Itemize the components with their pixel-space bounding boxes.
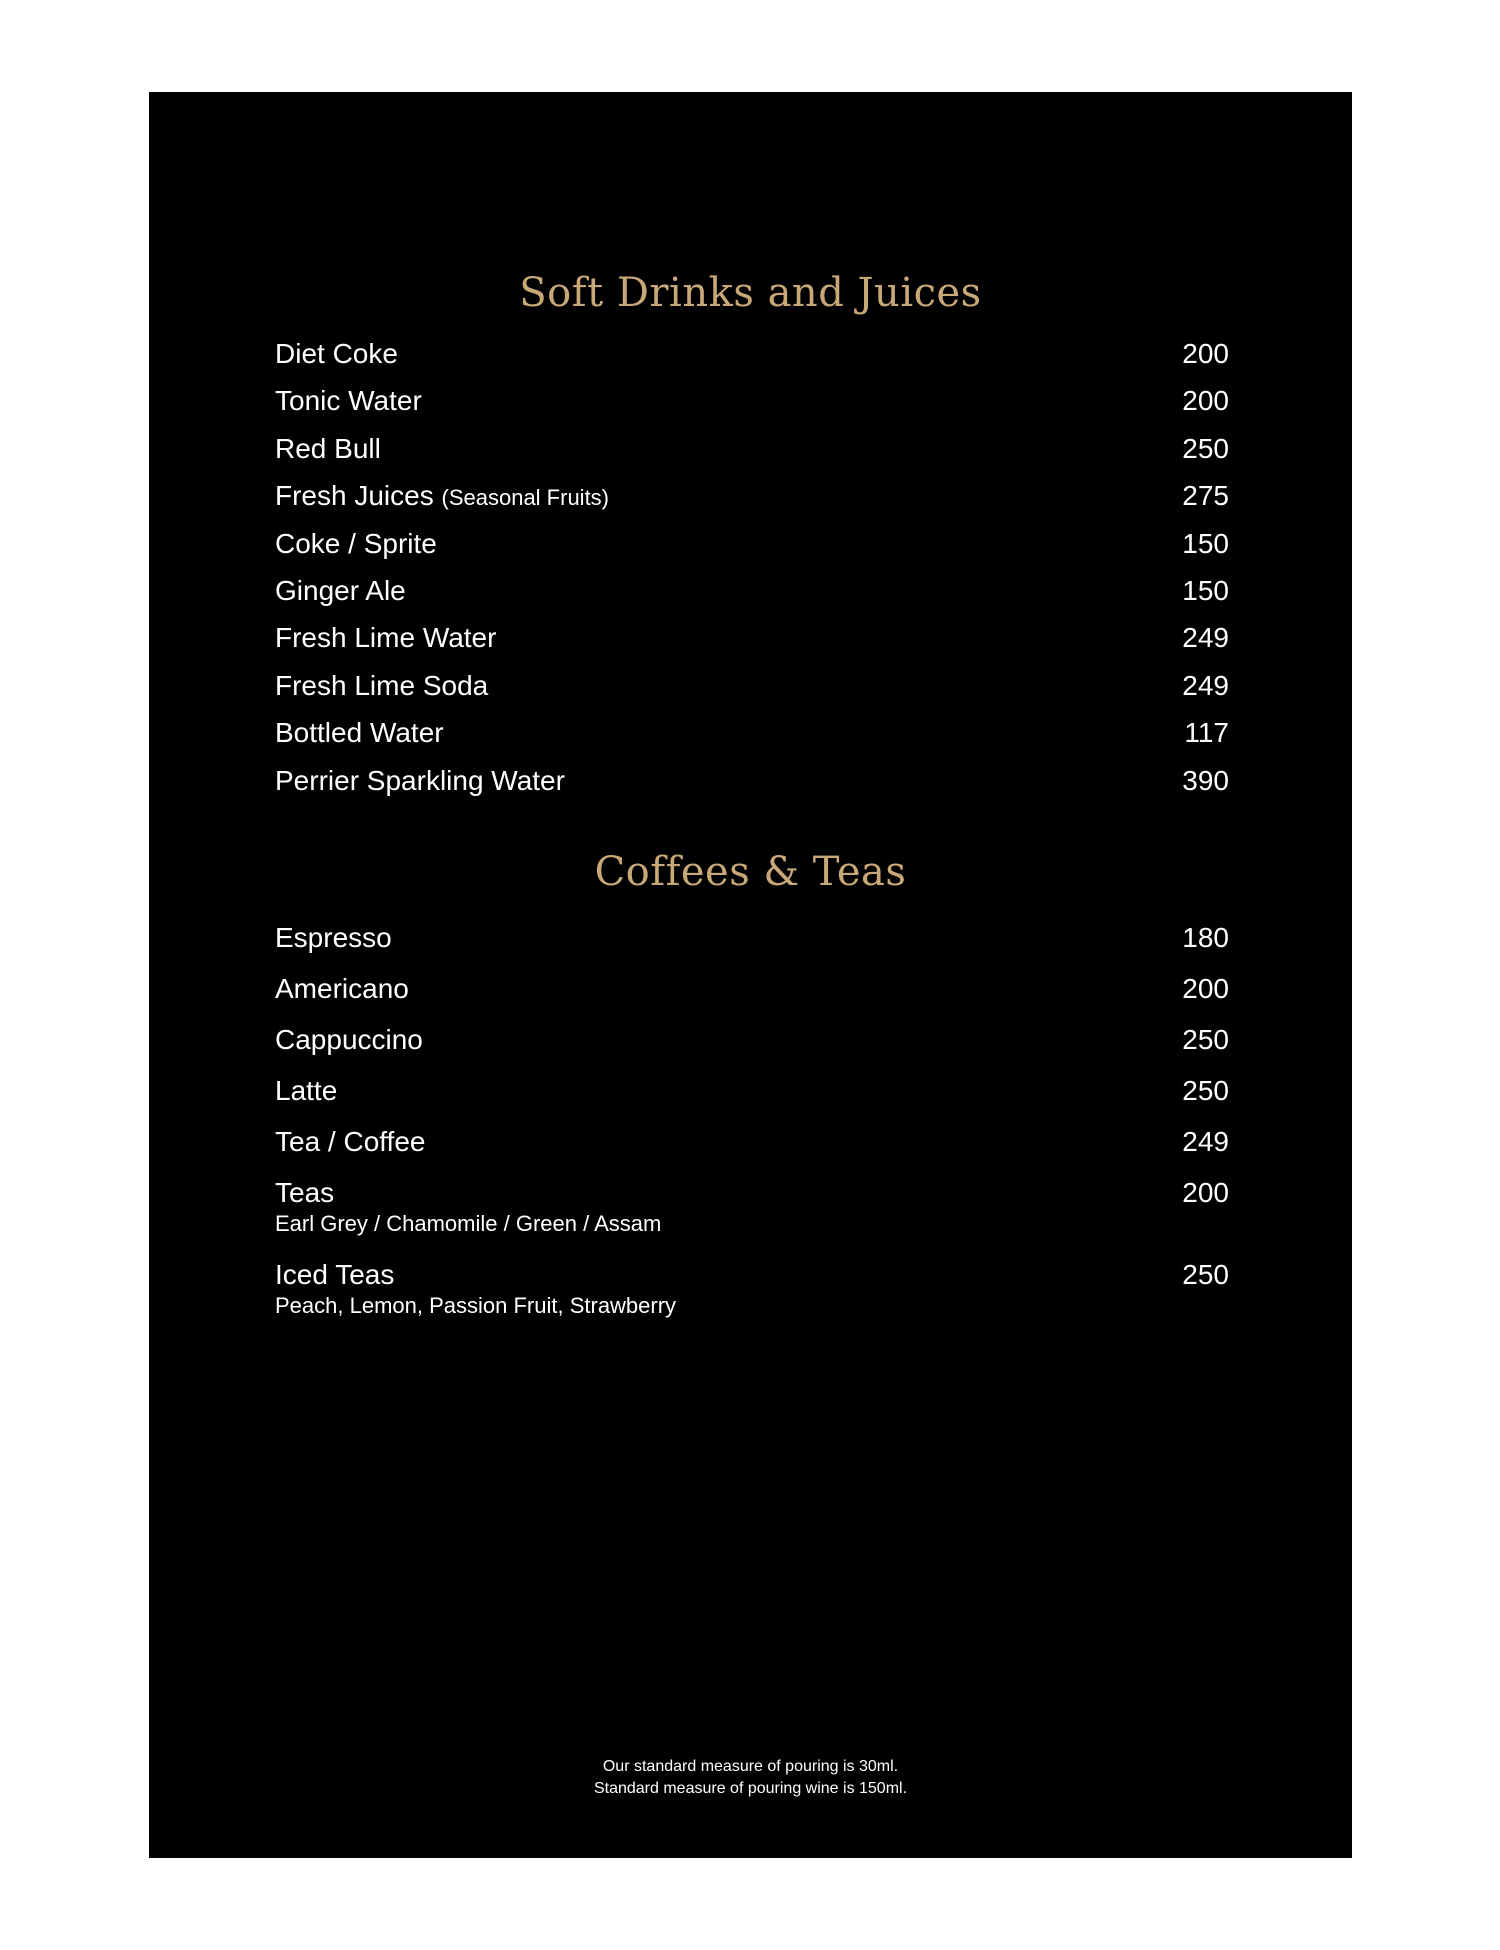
menu-item — [275, 432, 1229, 479]
item-name: Red Bull — [275, 432, 381, 464]
menu-item — [275, 621, 1229, 668]
item-price: 150 — [1182, 574, 1229, 606]
menu-item — [275, 764, 1229, 811]
menu-item — [275, 921, 1229, 955]
item-price: 200 — [1182, 338, 1229, 369]
item-price: 249 — [1182, 1126, 1229, 1157]
item-price: 390 — [1182, 764, 1229, 796]
soft-drinks-list — [275, 337, 1229, 811]
menu-item — [275, 1176, 1229, 1236]
item-description: Earl Grey / Chamomile / Green / Assam — [275, 1211, 662, 1236]
item-name: Ginger Ale — [275, 574, 406, 606]
item-price: 200 — [1182, 385, 1229, 417]
footnote-line: Standard measure of pouring wine is 150ml. — [593, 1780, 908, 1797]
item-name: Espresso — [275, 922, 392, 953]
item-note: (Seasonal Fruits) — [441, 485, 610, 511]
item-price: 250 — [1182, 1024, 1229, 1055]
item-name: Bottled Water — [275, 717, 444, 749]
menu-page — [149, 92, 1352, 1858]
item-name: Iced Teas — [275, 1259, 395, 1290]
item-price: 250 — [1182, 432, 1229, 464]
item-name: Fresh Lime Water — [275, 622, 497, 654]
menu-item — [275, 527, 1229, 574]
item-price: 150 — [1182, 527, 1229, 559]
menu-item — [275, 337, 1229, 384]
menu-item — [275, 574, 1229, 621]
item-name: Tea / Coffee — [275, 1126, 426, 1157]
item-name: Fresh Lime Soda — [275, 669, 489, 701]
menu-item — [275, 384, 1229, 431]
item-name: Cappuccino — [275, 1024, 423, 1055]
item-name: Coke / Sprite — [275, 527, 437, 559]
footnote-line: Our standard measure of pouring is 30ml. — [602, 1758, 899, 1775]
section-title-soft-drinks: Soft Drinks and Juices — [519, 270, 982, 316]
item-price: 250 — [1182, 1075, 1229, 1106]
item-price: 249 — [1182, 669, 1229, 701]
section-title-coffees-teas: Coffees & Teas — [594, 849, 907, 895]
item-price: 275 — [1182, 480, 1229, 512]
item-name-with-note — [275, 479, 609, 515]
item-name: Teas — [275, 1177, 335, 1208]
menu-item — [275, 479, 1229, 526]
item-price: 200 — [1182, 1177, 1229, 1208]
item-name: Diet Coke — [275, 338, 398, 369]
menu-item — [275, 669, 1229, 716]
menu-item — [275, 1023, 1229, 1057]
menu-item — [275, 972, 1229, 1006]
menu-item — [275, 1074, 1229, 1108]
coffees-teas-list — [275, 921, 1229, 1340]
item-name: Perrier Sparkling Water — [275, 764, 565, 796]
item-price: 250 — [1182, 1259, 1229, 1290]
item-name: Tonic Water — [275, 385, 422, 417]
item-price: 200 — [1182, 973, 1229, 1004]
menu-item — [275, 1125, 1229, 1159]
pouring-footnote — [149, 1756, 1352, 1800]
item-description: Peach, Lemon, Passion Fruit, Strawberry — [275, 1293, 677, 1318]
item-price: 249 — [1182, 622, 1229, 654]
item-name: Latte — [275, 1075, 338, 1106]
menu-item — [275, 1258, 1229, 1318]
item-name: Americano — [275, 973, 409, 1004]
item-name: Fresh Juices — [275, 480, 434, 512]
menu-item — [275, 716, 1229, 763]
item-price: 117 — [1184, 717, 1229, 749]
item-price: 180 — [1182, 922, 1229, 953]
